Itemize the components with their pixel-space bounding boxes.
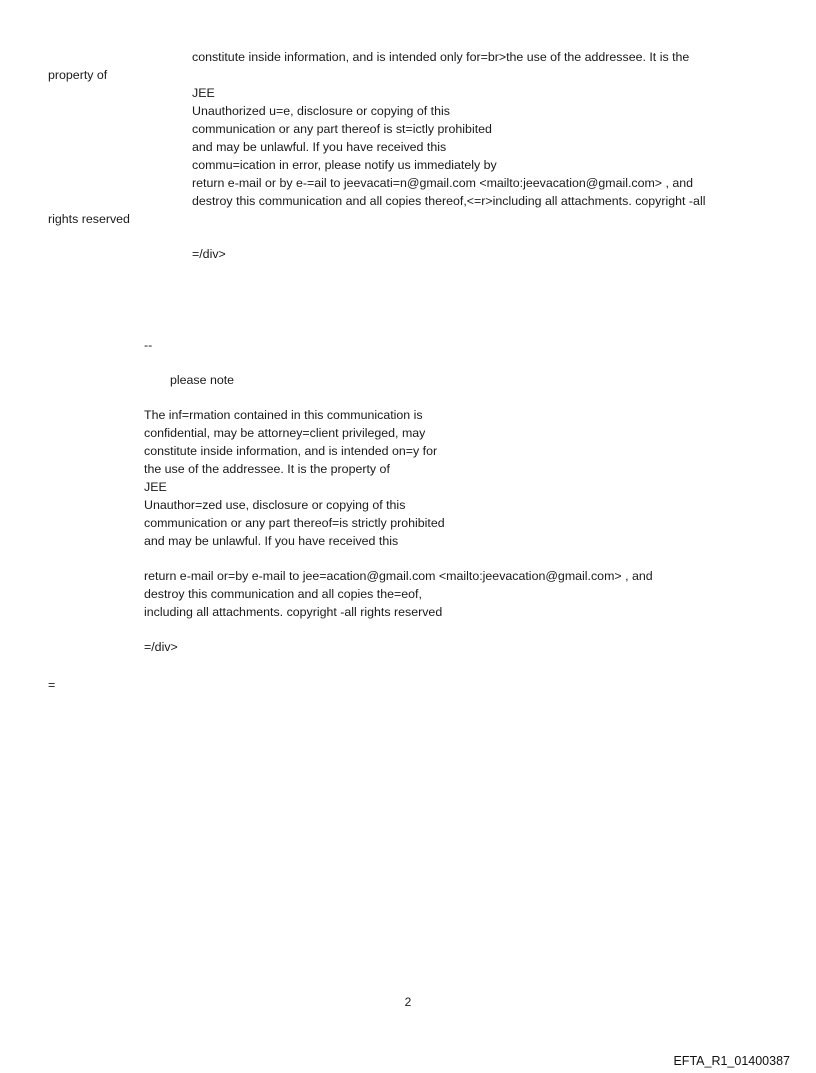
block1-line-3: JEE: [192, 86, 215, 100]
trailing-equals-mark: =: [48, 678, 56, 692]
block1-line-4: Unauthorized u=e, disclosure or copying of this: [192, 104, 450, 118]
block1-line-1: constitute inside information, and is intended only for=br>the use of the addressee. It is the: [192, 50, 690, 64]
please-note-heading: please note: [170, 373, 235, 387]
page-number: 2: [404, 995, 412, 1009]
block1-closing-div: =/div>: [192, 247, 226, 261]
block2-line-3: constitute inside information, and is intended on=y for: [144, 444, 438, 458]
block2-line-8: and may be unlawful. If you have received this: [144, 534, 399, 548]
block1-line-6: and may be unlawful. If you have received this: [192, 140, 447, 154]
block1-line-2: property of: [48, 68, 108, 82]
block2-line-4: the use of the addressee. It is the property of: [144, 462, 390, 476]
block1-line-10: rights reserved: [48, 212, 130, 226]
document-id: EFTA_R1_01400387: [673, 1054, 790, 1068]
signature-separator: --: [144, 338, 153, 352]
block2-line-7: communication or any part thereof=is strictly prohibited: [144, 516, 445, 530]
block2-line-2: confidential, may be attorney=client privileged, may: [144, 426, 426, 440]
block2-line-10: destroy this communication and all copies the=eof,: [144, 587, 422, 601]
block1-line-9: destroy this communication and all copies thereof,<=r>including all attachments. copyright -all: [192, 194, 706, 208]
block1-line-7: commu=ication in error, please notify us immediately by: [192, 158, 497, 172]
block2-closing-div: =/div>: [144, 640, 178, 654]
block2-line-11: including all attachments. copyright -all rights reserved: [144, 605, 443, 619]
block2-line-9: return e-mail or=by e-mail to jee=acation@gmail.com <mailto:jeevacation@gmail.com> , and: [144, 569, 653, 583]
block1-line-8: return e-mail or by e-=ail to jeevacati=n@gmail.com <mailto:jeevacation@gmail.com> , and: [192, 176, 694, 190]
block2-line-5: JEE: [144, 480, 167, 494]
block2-line-6: Unauthor=zed use, disclosure or copying of this: [144, 498, 406, 512]
block1-line-5: communication or any part thereof is st=ictly prohibited: [192, 122, 492, 136]
block2-line-1: The inf=rmation contained in this communication is: [144, 408, 423, 422]
